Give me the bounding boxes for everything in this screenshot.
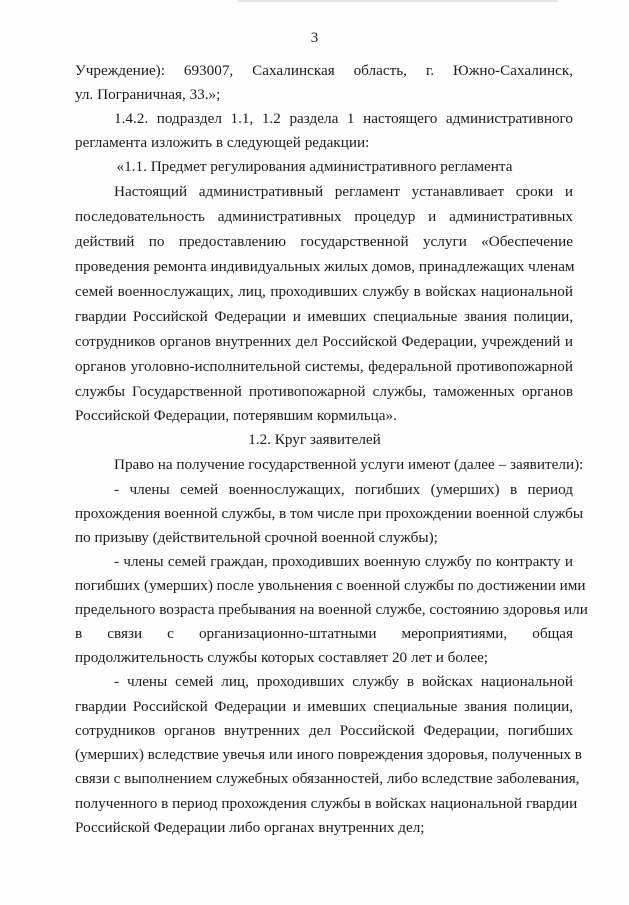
text-line: - члены семей граждан, проходивших военную службу по контракту и (114, 553, 573, 570)
text-line: - члены семей военнослужащих, погибших (умерших) в период (114, 481, 573, 498)
text-line: Право на получение государственной услуги имеют (далее – заявители): (114, 456, 584, 473)
text-line: гвардии Российской Федерации и имевших специальные звания полиции, (75, 308, 573, 325)
text-line: предельного возраста пребывания на военной службе, состоянию здоровья или (75, 601, 588, 618)
text-line: проведения ремонта индивидуальных жилых домов, принадлежащих членам (75, 258, 575, 275)
page-number: 3 (310, 30, 319, 46)
text-line: полученного в период прохождения службы в войсках национальной гвардии (75, 795, 578, 812)
text-line: продолжительность службы которых составляет 20 лет и более; (75, 649, 489, 666)
text-line: сотрудников органов внутренних дел Российской Федерации, погибших (75, 722, 573, 739)
text-line: семей военнослужащих, лиц, проходивших службу в войсках национальной (75, 283, 573, 300)
text-line: службы Государственной противопожарной службы, таможенных органов (75, 383, 573, 400)
text-line: последовательность административных процедур и административных (75, 208, 573, 225)
text-line: Российской Федерации либо органах внутренних дел; (75, 819, 425, 836)
text-line: действий по предоставлению государственной услуги «Обеспечение (75, 233, 573, 250)
text-line: 1.4.2. подраздел 1.1, 1.2 раздела 1 настоящего административного (114, 110, 573, 127)
text-line: - члены семей лиц, проходивших службу в войсках национальной (114, 673, 573, 690)
text-line: гвардии Российской Федерации и имевших специальные звания полиции, (75, 698, 573, 715)
text-line: (умерших) вследствие увечья или иного повреждения здоровья, полученных в (75, 746, 582, 763)
scan-edge-line (238, 0, 558, 2)
text-line: сотрудников органов внутренних дел Российской Федерации, учреждений и (75, 333, 573, 350)
text-line: связи с выполнением служебных обязанностей, либо вследствие заболевания, (75, 770, 580, 787)
text-line: Настоящий административный регламент устанавливает сроки и (114, 183, 573, 200)
text-line: погибших (умерших) после увольнения с военной службы по достижении ими (75, 577, 586, 594)
text-line: Учреждение): 693007, Сахалинская область, г. Южно-Сахалинск, (75, 62, 573, 79)
section-heading: 1.2. Круг заявителей (248, 431, 381, 448)
text-line: в связи с организационно-штатными мероприятиями, общая (75, 625, 573, 642)
text-line: прохождения военной службы, в том числе при прохождении военной службы (75, 505, 584, 522)
text-line: Российской Федерации, потерявшим кормильца». (75, 407, 397, 424)
text-line: по призыву (действительной срочной военной службы); (75, 529, 438, 546)
text-line: органов уголовно-исполнительной системы, федеральной противопожарной (75, 358, 573, 375)
section-heading: «1.1. Предмет регулирования административного регламента (116, 158, 513, 175)
text-line: ул. Пограничная, 33.»; (75, 86, 221, 103)
text-line: регламента изложить в следующей редакции: (75, 134, 370, 151)
